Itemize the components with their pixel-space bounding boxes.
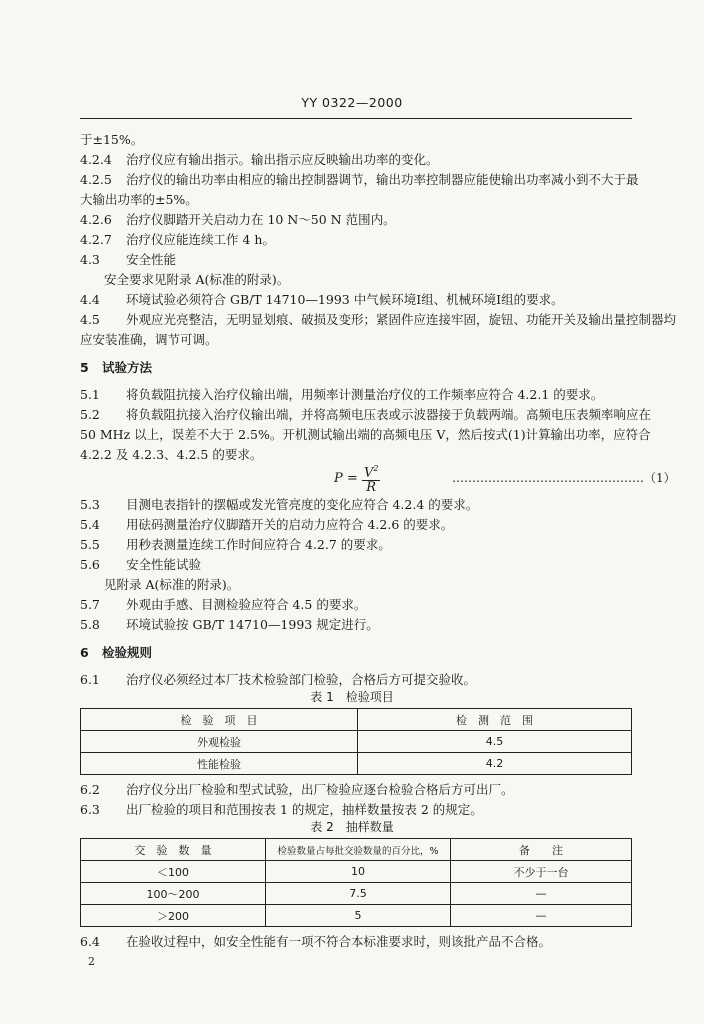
clause-text: 用砝码测量治疗仪脚踏开关的启动力应符合 4.2.6 的要求。 [126, 517, 454, 532]
table-row [81, 861, 632, 883]
clause-number: 5.4 [80, 517, 100, 532]
formula-exponent: 2 [373, 464, 379, 473]
clause-number: 5.3 [80, 497, 100, 512]
clause-4-2-6 [80, 210, 396, 228]
clause-number: 4.2.6 [80, 212, 112, 227]
clause-6-4 [80, 932, 551, 950]
section-6-heading [80, 643, 152, 661]
clause-number: 5.6 [80, 557, 100, 572]
clause-continuation: 4.2.2 及 4.2.3、4.2.5 的要求。 [80, 447, 263, 462]
clause-continuation: 50 MHz 以上，误差不大于 2.5%。开机测试输出端的高频电压 V，然后按式(1)计算输出功率，应符合 [80, 427, 651, 442]
clause-text: 安全性能 [126, 252, 177, 267]
clause-continuation: 应安装准确，调节可调。 [80, 332, 218, 347]
clause-number: 4.5 [80, 312, 100, 327]
clause-5-7 [80, 595, 366, 613]
clause-number: 4.2.5 [80, 172, 112, 187]
clause-text: 治疗仪应有输出指示。输出指示应反映输出功率的变化。 [126, 152, 439, 167]
section-number: 6 [80, 645, 89, 660]
formula-voltage: V [363, 465, 374, 481]
table-cell: 不少于一台 [451, 861, 632, 883]
table-cell: 外观检验 [81, 731, 358, 753]
clause-text: 环境试验必须符合 GB/T 14710—1993 中气候环境Ⅰ组、机械环境Ⅰ组的要求。 [126, 292, 564, 307]
formula-leader-number: …………………………………………（1） [452, 471, 676, 485]
clause-number: 4.2.4 [80, 152, 112, 167]
clause-4-3 [80, 250, 176, 268]
table-cell: 性能检验 [81, 753, 358, 775]
formula-power: P [334, 471, 343, 487]
clause-text: 出厂检验的项目和范围按表 1 的规定，抽样数量按表 2 的规定。 [126, 802, 483, 817]
clause-number: 5.1 [80, 387, 100, 402]
clause-text: 用秒表测量连续工作时间应符合 4.2.7 的要求。 [126, 537, 391, 552]
table-row [81, 731, 632, 753]
table-1 [80, 708, 632, 775]
table-cell: 10 [266, 861, 451, 883]
clause-4-2-7 [80, 230, 275, 248]
clause-text: 在验收过程中，如安全性能有一项不符合本标准要求时，则该批产品不合格。 [126, 934, 552, 949]
clause-text: 将负载阻抗接入治疗仪输出端，并将高频电压表或示波器接于负载两端。高频电压表频率响应在 [126, 407, 652, 422]
clause-continuation: 大输出功率的±5%。 [80, 192, 198, 207]
clause-6-1 [80, 670, 476, 688]
clause-text: 治疗仪分出厂检验和型式试验，出厂检验应逐台检验合格后方可出厂。 [126, 782, 514, 797]
clause-number: 5.5 [80, 537, 100, 552]
clause-text: 安全性能试验 [126, 557, 202, 572]
table-cell: 4.5 [358, 731, 632, 753]
table-cell: 4.2 [358, 753, 632, 775]
clause-4-2-5 [80, 170, 639, 188]
formula-equals: = [346, 471, 358, 487]
clause-4-2-4 [80, 150, 439, 168]
clause-number: 4.4 [80, 292, 100, 307]
header-rule [80, 118, 632, 119]
table-cell: — [451, 883, 632, 905]
section-5-heading [80, 358, 152, 376]
table-cell: 100～200 [81, 883, 266, 905]
formula-fraction [362, 462, 380, 495]
clause-text: 环境试验按 GB/T 14710—1993 规定进行。 [126, 617, 379, 632]
clause-text: 外观应光亮整洁，无明显划痕、破损及变形；紧固件应连接牢固，旋钮、功能开关及输出量控制器均 [126, 312, 677, 327]
table-header-cell: 备 注 [451, 839, 632, 861]
standard-number: YY 0322—2000 [301, 95, 403, 110]
clause-number: 5.2 [80, 407, 100, 422]
formula-denominator: R [366, 480, 377, 496]
table-header-cell: 检 测 范 围 [358, 709, 632, 731]
clause-number: 4.2.7 [80, 232, 112, 247]
clause-number: 4.3 [80, 252, 100, 267]
clause-number: 6.1 [80, 672, 100, 687]
table-row [81, 753, 632, 775]
table-1-caption: 表 1 检验项目 [310, 690, 394, 704]
table-cell: — [451, 905, 632, 927]
text-line: 于±15%。 [80, 132, 144, 147]
table-2-caption: 表 2 抽样数量 [310, 820, 394, 834]
clause-5-2 [80, 405, 651, 423]
clause-body: 安全要求见附录 A(标准的附录)。 [104, 272, 290, 287]
clause-text: 治疗仪的输出功率由相应的输出控制器调节，输出功率控制器应能使输出功率减小到不大于最 [126, 172, 639, 187]
clause-5-1 [80, 385, 603, 403]
clause-4-5 [80, 310, 676, 328]
formula-numerator [362, 462, 380, 481]
clause-5-4 [80, 515, 453, 533]
formula-1 [334, 462, 380, 495]
clause-text: 治疗仪必须经过本厂技术检验部门检验，合格后方可提交验收。 [126, 672, 477, 687]
clause-number: 6.4 [80, 934, 100, 949]
clause-4-4 [80, 290, 564, 308]
page-number: 2 [88, 955, 95, 968]
table-header-cell: 交 验 数 量 [81, 839, 266, 861]
clause-text: 目测电表指针的摆幅或发光管亮度的变化应符合 4.2.4 的要求。 [126, 497, 479, 512]
table-row [81, 883, 632, 905]
table-row [81, 905, 632, 927]
table-2 [80, 838, 632, 927]
clause-text: 治疗仪脚踏开关启动力在 10 N～50 N 范围内。 [126, 212, 396, 227]
clause-text: 外观由手感、目测检验应符合 4.5 的要求。 [126, 597, 367, 612]
section-number: 5 [80, 360, 89, 375]
table-header-cell: 检 验 项 目 [81, 709, 358, 731]
table-header-cell: 检验数量占每批交验数量的百分比，% [266, 839, 451, 861]
clause-text: 治疗仪应能连续工作 4 h。 [126, 232, 275, 247]
table-header-row [81, 709, 632, 731]
clause-5-5 [80, 535, 391, 553]
clause-6-2 [80, 780, 514, 798]
clause-number: 6.2 [80, 782, 100, 797]
clause-text: 将负载阻抗接入治疗仪输出端，用频率计测量治疗仪的工作频率应符合 4.2.1 的要求。 [126, 387, 604, 402]
clause-number: 5.8 [80, 617, 100, 632]
clause-5-3 [80, 495, 478, 513]
clause-body: 见附录 A(标准的附录)。 [104, 577, 240, 592]
table-cell: ＞200 [81, 905, 266, 927]
clause-5-8 [80, 615, 379, 633]
table-cell: 7.5 [266, 883, 451, 905]
table-header-row [81, 839, 632, 861]
clause-number: 6.3 [80, 802, 100, 817]
table-cell: ＜100 [81, 861, 266, 883]
table-cell: 5 [266, 905, 451, 927]
section-title: 检验规则 [102, 645, 153, 660]
clause-number: 5.7 [80, 597, 100, 612]
clause-5-6 [80, 555, 201, 573]
section-title: 试验方法 [102, 360, 153, 375]
clause-6-3 [80, 800, 483, 818]
